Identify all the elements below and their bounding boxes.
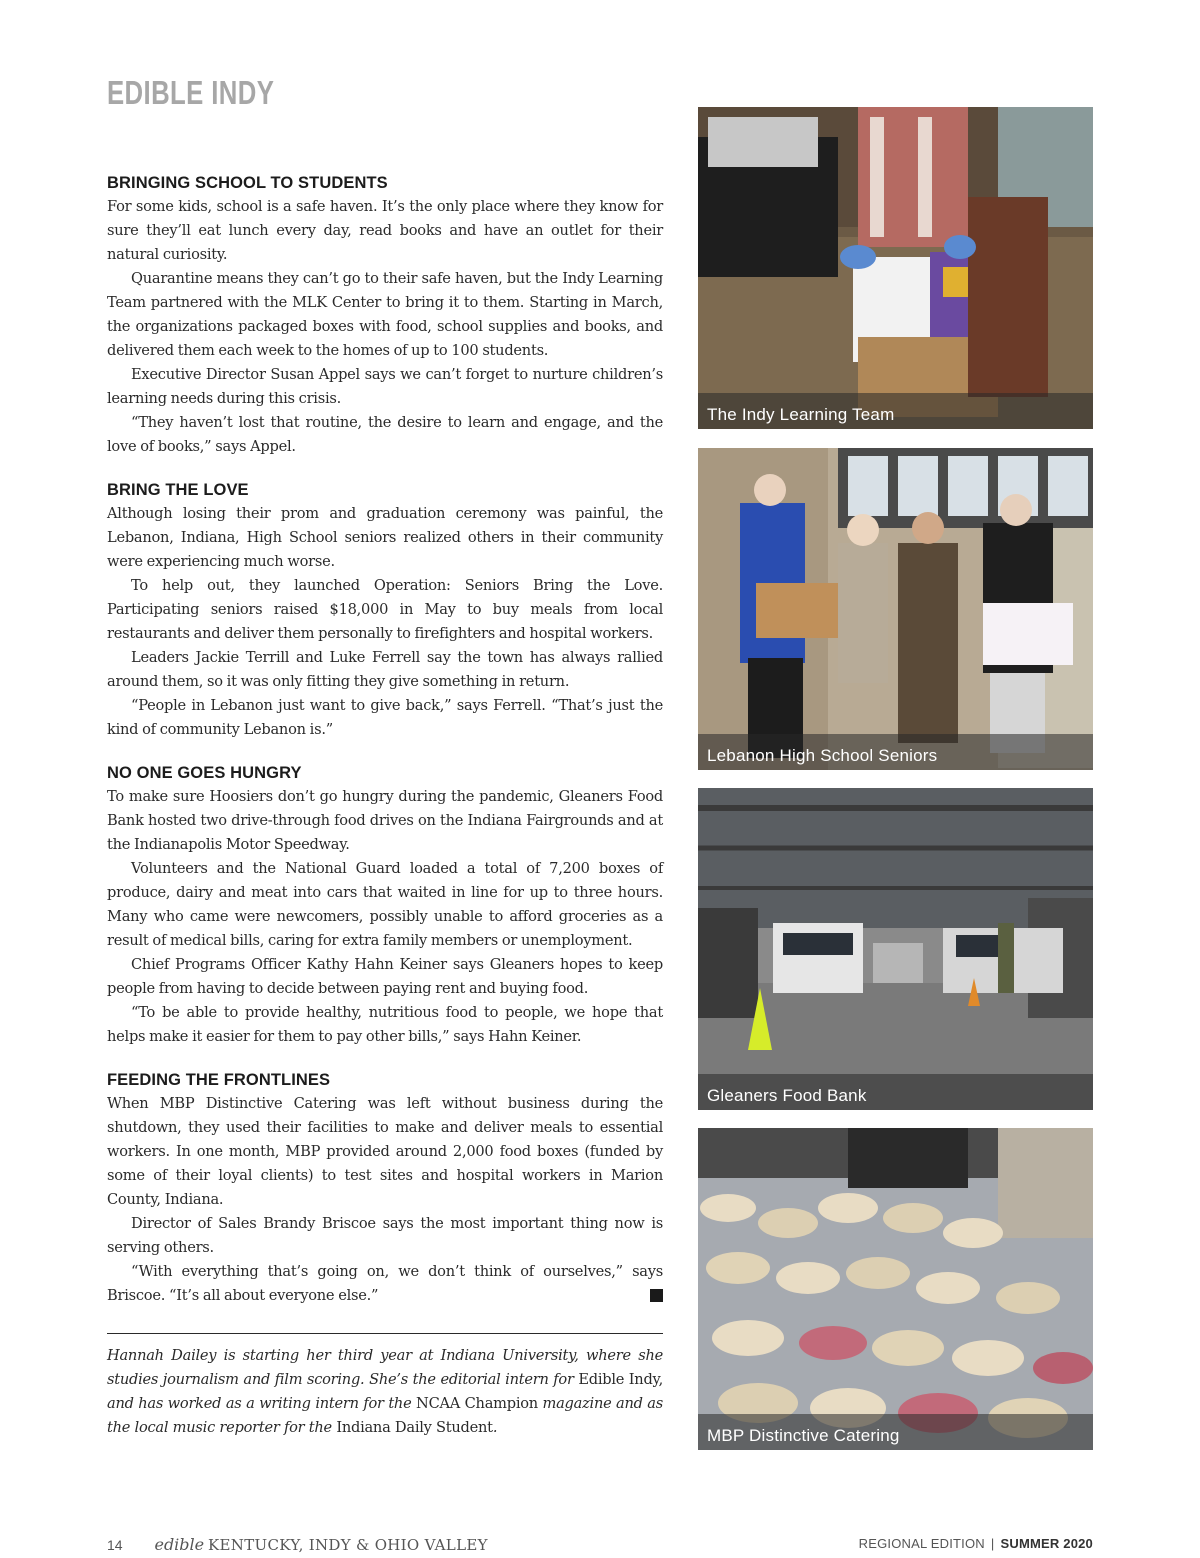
masthead: EDIBLE INDY	[107, 74, 275, 111]
section-no-one-goes-hungry	[107, 764, 663, 1049]
paragraph: Quarantine means they can’t go to their safe haven, but the Indy Learning Team partnered with the MLK Center to bring it to them. Starting in March, the organizations packaged boxes with food, school supplies and books, and delivered them each week to the homes of up to 100 students.	[107, 270, 663, 359]
paragraph-text: “With everything that’s going on, we don’t think of ourselves,” says Briscoe. “It’s all about everyone else.”	[107, 1263, 663, 1304]
bio-text: .	[492, 1419, 498, 1436]
photo-caption: The Indy Learning Team	[707, 405, 895, 424]
footer-separator: |	[990, 1536, 995, 1551]
bio-text: and has worked as a writing intern for the	[107, 1395, 417, 1412]
bio-publication: Edible Indy,	[578, 1371, 663, 1388]
section-heading: BRING THE LOVE	[107, 481, 249, 499]
page-number: 14	[107, 1537, 123, 1553]
photo-students-with-pizza-boxes-icon	[698, 448, 1093, 770]
end-mark-icon	[650, 1289, 663, 1302]
paragraph: Director of Sales Brandy Briscoe says the most important thing now is serving others.	[107, 1215, 663, 1256]
author-bio	[107, 1344, 663, 1440]
bio-publication: Indiana Daily Student	[336, 1419, 493, 1436]
bio-text: Hannah Dailey is starting her third year at Indiana University, where she studies journalism and film scoring. She’s the editorial intern for	[107, 1347, 663, 1388]
paragraph: Leaders Jackie Terrill and Luke Ferrell say the town has always rallied around them, so it was only fitting they give something in return.	[107, 649, 663, 690]
section-bring-the-love	[107, 481, 663, 742]
paragraph: “They haven’t lost that routine, the desire to learn and engage, and the love of books,” says Appel.	[107, 414, 663, 455]
photo-drive-through-food-drive-icon	[698, 788, 1093, 1110]
paragraph: Chief Programs Officer Kathy Hahn Keiner says Gleaners hopes to keep people from having to decide between paying rent and buying food.	[107, 956, 663, 997]
paragraph: Executive Director Susan Appel says we can’t forget to nurture children’s learning needs during this crisis.	[107, 366, 663, 407]
photo-caption: MBP Distinctive Catering	[707, 1426, 900, 1445]
section-heading: BRINGING SCHOOL TO STUDENTS	[107, 174, 388, 192]
footer-region: KENTUCKY, INDY & OHIO VALLEY	[208, 1536, 488, 1554]
section-feeding-the-frontlines	[107, 1071, 663, 1308]
section-bringing-school	[107, 174, 663, 459]
footer-edition	[859, 1536, 1093, 1551]
bio-publication: NCAA Champion	[416, 1395, 538, 1412]
paragraph: Volunteers and the National Guard loaded a total of 7,200 boxes of produce, dairy and meat into cars that waited in line for up to three hours. Many who came were newcomers, possibly unable to afford groceries as a result of medical bills, caring for extra family members or unemployment.	[107, 860, 663, 949]
footer-brand: edible	[154, 1535, 205, 1554]
photo-indy-learning-team	[698, 107, 1093, 429]
photo-volunteer-with-school-supplies-icon	[698, 107, 1093, 429]
paragraph: To help out, they launched Operation: Seniors Bring the Love. Participating seniors raised $18,000 in May to buy meals from local restaurants and deliver them personally to firefighters and hospital workers.	[107, 577, 663, 642]
paragraph: Although losing their prom and graduation ceremony was painful, the Lebanon, Indiana, High School seniors realized others in their community were experiencing much worse.	[107, 505, 663, 570]
paragraph: For some kids, school is a safe haven. It’s the only place where they know for sure they’ll eat lunch every day, read books and have an outlet for their natural curiosity.	[107, 198, 663, 263]
photo-lebanon-seniors	[698, 448, 1093, 770]
paragraph: To make sure Hoosiers don’t go hungry during the pandemic, Gleaners Food Bank hosted two drive-through food drives on the Indiana Fairgrounds and at the Indianapolis Motor Speedway.	[107, 788, 663, 853]
footer-publication	[107, 1535, 488, 1554]
section-heading: FEEDING THE FRONTLINES	[107, 1071, 331, 1089]
photo-gleaners	[698, 788, 1093, 1110]
bio-divider	[107, 1333, 663, 1334]
paragraph: When MBP Distinctive Catering was left without business during the shutdown, they used their facilities to make and deliver meals to essential workers. In one month, MBP provided around 2,000 food boxes (funded by some of their loyal clients) to test sites and hospital workers in Marion County, Indiana.	[107, 1095, 663, 1208]
photo-caption: Gleaners Food Bank	[707, 1086, 867, 1105]
paragraph: “People in Lebanon just want to give back,” says Ferrell. “That’s just the kind of community Lebanon is.”	[107, 697, 663, 738]
paragraph	[107, 1260, 663, 1308]
bio-text: magazine and as the local music reporter for the	[107, 1395, 664, 1436]
article-column	[107, 174, 663, 1330]
section-heading: NO ONE GOES HUNGRY	[107, 764, 302, 782]
photo-caption: Lebanon High School Seniors	[707, 746, 938, 765]
edition-label: REGIONAL EDITION	[858, 1536, 985, 1551]
photo-mbp-catering	[698, 1128, 1093, 1450]
season-label: SUMMER 2020	[1000, 1536, 1093, 1551]
photo-sandwich-preparation-icon	[698, 1128, 1093, 1450]
paragraph: “To be able to provide healthy, nutritious food to people, we hope that helps make it easier for them to pay other bills,” says Hahn Keiner.	[107, 1004, 663, 1045]
